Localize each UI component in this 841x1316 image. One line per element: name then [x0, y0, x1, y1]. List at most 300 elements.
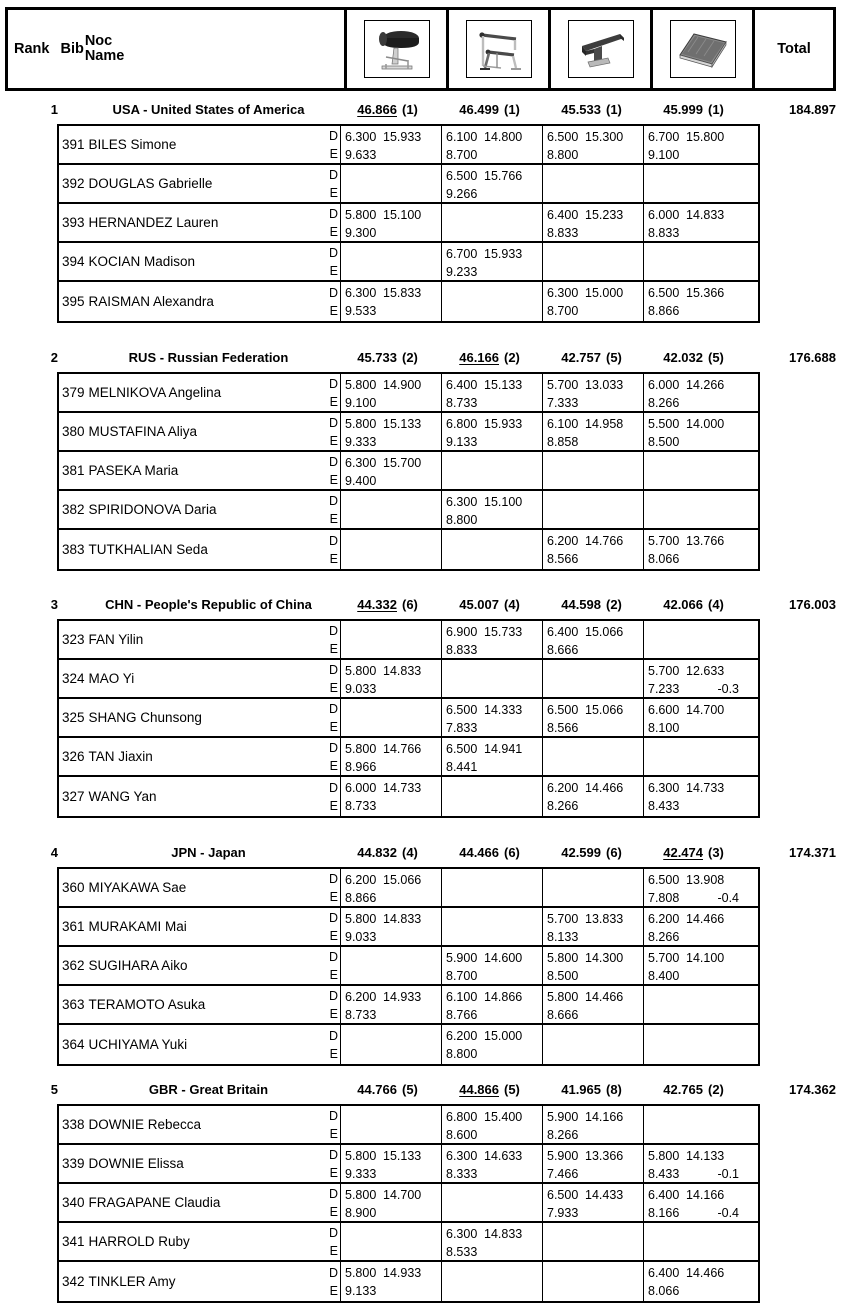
e-score-value: 8.166 — [648, 1206, 680, 1220]
d-score-label: D — [328, 780, 338, 795]
athlete-name-cell — [59, 530, 323, 569]
d-score-label: D — [328, 1147, 338, 1162]
routine-total-value: 14.766 — [383, 742, 422, 756]
d-score-value: 5.800 — [345, 1188, 377, 1202]
d-score-label: D — [328, 206, 338, 221]
d-score-value: 6.000 — [648, 378, 680, 392]
athlete-name-cell — [59, 1184, 323, 1221]
apparatus-score-cell — [341, 1223, 442, 1260]
apparatus-score-cell — [341, 699, 442, 736]
d-score-value: 5.700 — [648, 534, 680, 548]
de-label-column — [323, 204, 341, 241]
apparatus-score-cell — [543, 452, 644, 489]
d-score-value: 6.500 — [547, 130, 579, 144]
apparatus-score-cell — [644, 530, 745, 569]
athlete-name-cell — [59, 869, 323, 906]
apparatus-score-cell — [644, 491, 745, 528]
athlete-name-cell — [59, 908, 323, 945]
athlete-name: SPIRIDONOVA Daria — [88, 502, 217, 517]
athlete-bib: 383 — [62, 542, 85, 557]
team-apparatus-score — [349, 350, 451, 365]
penalty-value: -0.1 — [717, 1167, 739, 1181]
de-label-column — [323, 1106, 341, 1143]
athlete-name: KOCIAN Madison — [88, 254, 196, 269]
athlete-bib: 379 — [62, 385, 85, 400]
apparatus-score-rank: (2) — [606, 597, 622, 612]
team-summary-row — [0, 1080, 841, 1102]
d-score-value: 6.100 — [446, 130, 478, 144]
d-score-value: 6.700 — [648, 130, 680, 144]
apparatus-score-cell — [341, 204, 442, 241]
routine-total-value: 15.933 — [484, 247, 523, 261]
de-label-column — [323, 165, 341, 202]
e-score-value: 8.100 — [648, 721, 680, 735]
athlete-bib: 362 — [62, 958, 85, 973]
apparatus-score-value: 44.332 — [357, 597, 397, 612]
athlete-name-cell — [59, 126, 323, 163]
d-score-value: 5.500 — [648, 417, 680, 431]
apparatus-score-value: 46.499 — [459, 102, 499, 117]
athlete-name: HARROLD Ruby — [88, 1234, 190, 1249]
table-row — [59, 908, 758, 947]
de-label-column — [323, 1025, 341, 1064]
apparatus-score-rank: (1) — [402, 102, 418, 117]
d-score-value: 5.800 — [547, 951, 579, 965]
athlete-name: RAISMAN Alexandra — [88, 294, 214, 309]
athlete-table — [57, 1104, 760, 1303]
e-score-value: 8.266 — [547, 799, 579, 813]
e-score-value: 8.833 — [446, 643, 478, 657]
e-score-label: E — [329, 1126, 338, 1141]
athlete-name-cell — [59, 282, 323, 321]
athlete-name-cell — [59, 1025, 323, 1064]
apparatus-score-value: 41.965 — [561, 1082, 601, 1097]
e-score-label: E — [329, 1165, 338, 1180]
e-score-value: 8.566 — [547, 721, 579, 735]
apparatus-score-cell — [644, 699, 745, 736]
d-score-value: 5.800 — [648, 1149, 680, 1163]
d-score-label: D — [328, 454, 338, 469]
apparatus-score-rank: (6) — [504, 845, 520, 860]
d-score-value: 5.800 — [547, 990, 579, 1004]
d-score-value: 5.900 — [547, 1149, 579, 1163]
apparatus-score-value: 42.032 — [663, 350, 703, 365]
d-score-value: 6.500 — [648, 873, 680, 887]
apparatus-score-cell — [341, 374, 442, 411]
e-score-label: E — [329, 1204, 338, 1219]
team-apparatus-score — [655, 1082, 757, 1097]
team-summary-row — [0, 100, 841, 122]
apparatus-score-cell — [644, 660, 745, 697]
e-score-label: E — [329, 472, 338, 487]
d-score-value: 6.400 — [446, 378, 478, 392]
team-summary-row — [0, 348, 841, 370]
athlete-bib: 324 — [62, 671, 85, 686]
de-label-column — [323, 491, 341, 528]
d-score-value: 6.300 — [648, 781, 680, 795]
athlete-name: MURAKAMI Mai — [88, 919, 187, 934]
team-total-score: 174.371 — [789, 845, 836, 860]
d-score-label: D — [328, 623, 338, 638]
e-score-label: E — [329, 680, 338, 695]
team-noc-name: RUS - Russian Federation — [128, 350, 289, 365]
routine-total-value: 14.300 — [585, 951, 624, 965]
athlete-bib: 326 — [62, 749, 85, 764]
team-apparatus-score — [655, 350, 757, 365]
athlete-name-cell — [59, 699, 323, 736]
team-apparatus-score — [451, 845, 553, 860]
apparatus-score-cell — [341, 621, 442, 658]
table-row — [59, 947, 758, 986]
d-score-label: D — [328, 910, 338, 925]
athlete-name-cell — [59, 491, 323, 528]
e-score-value: 9.100 — [345, 396, 377, 410]
athlete-name: SHANG Chunsong — [88, 710, 202, 725]
team-rank: 4 — [50, 845, 58, 860]
team-apparatus-score — [451, 102, 553, 117]
routine-total-value: 14.766 — [585, 534, 624, 548]
routine-total-value: 14.166 — [686, 1188, 725, 1202]
d-score-label: D — [328, 1108, 338, 1123]
apparatus-score-cell — [341, 530, 442, 569]
team-block — [0, 348, 841, 566]
de-label-column — [323, 374, 341, 411]
de-label-column — [323, 530, 341, 569]
penalty-value: -0.3 — [717, 682, 739, 696]
e-score-value: 8.700 — [446, 148, 478, 162]
de-label-column — [323, 1184, 341, 1221]
apparatus-score-cell — [442, 1145, 543, 1182]
table-row — [59, 1025, 758, 1064]
apparatus-score-cell — [644, 1145, 745, 1182]
e-score-label: E — [329, 511, 338, 526]
athlete-bib: 341 — [62, 1234, 85, 1249]
apparatus-score-cell — [442, 699, 543, 736]
d-score-label: D — [328, 662, 338, 677]
apparatus-score-cell — [341, 243, 442, 280]
team-noc-name: CHN - People's Republic of China — [105, 597, 312, 612]
e-score-label: E — [329, 1006, 338, 1021]
d-score-value: 6.000 — [648, 208, 680, 222]
d-score-value: 5.700 — [547, 378, 579, 392]
e-score-value: 8.733 — [345, 1008, 377, 1022]
table-row — [59, 777, 758, 816]
e-score-value: 8.066 — [648, 1284, 680, 1298]
athlete-bib: 339 — [62, 1156, 85, 1171]
de-label-column — [323, 869, 341, 906]
apparatus-score-cell — [543, 204, 644, 241]
header-cell-rank-bib-name — [8, 10, 347, 88]
apparatus-score-value: 45.999 — [663, 102, 703, 117]
routine-total-value: 15.066 — [585, 625, 624, 639]
apparatus-score-cell — [644, 1184, 745, 1221]
apparatus-score-value: 45.733 — [357, 350, 397, 365]
team-apparatus-score — [553, 597, 655, 612]
e-score-value: 9.133 — [446, 435, 478, 449]
apparatus-score-value: 44.598 — [561, 597, 601, 612]
routine-total-value: 14.833 — [686, 208, 725, 222]
routine-total-value: 14.433 — [585, 1188, 624, 1202]
athlete-name-cell — [59, 452, 323, 489]
d-score-value: 6.500 — [446, 742, 478, 756]
athlete-name: FRAGAPANE Claudia — [88, 1195, 221, 1210]
d-score-value: 6.300 — [345, 456, 377, 470]
apparatus-score-rank: (8) — [606, 1082, 622, 1097]
e-score-value: 7.833 — [446, 721, 478, 735]
e-score-value: 8.266 — [547, 1128, 579, 1142]
routine-total-value: 14.266 — [686, 378, 725, 392]
de-label-column — [323, 660, 341, 697]
apparatus-score-rank: (2) — [402, 350, 418, 365]
apparatus-score-cell — [341, 869, 442, 906]
d-score-label: D — [328, 376, 338, 391]
d-score-value: 6.500 — [547, 1188, 579, 1202]
apparatus-score-cell — [442, 869, 543, 906]
routine-total-value: 15.933 — [484, 417, 523, 431]
apparatus-score-cell — [341, 986, 442, 1023]
de-label-column — [323, 1262, 341, 1301]
table-row — [59, 452, 758, 491]
e-score-value: 8.866 — [648, 304, 680, 318]
athlete-bib: 392 — [62, 176, 85, 191]
d-score-value: 6.300 — [446, 1227, 478, 1241]
e-score-value: 8.733 — [446, 396, 478, 410]
apparatus-score-cell — [341, 1262, 442, 1301]
routine-total-value: 14.133 — [686, 1149, 725, 1163]
table-row — [59, 204, 758, 243]
athlete-bib: 361 — [62, 919, 85, 934]
d-score-value: 6.200 — [345, 873, 377, 887]
routine-total-value: 14.933 — [383, 1266, 422, 1280]
d-score-value: 6.200 — [547, 534, 579, 548]
d-score-label: D — [328, 1028, 338, 1043]
apparatus-score-rank: (1) — [606, 102, 622, 117]
apparatus-score-cell — [644, 374, 745, 411]
athlete-name-cell — [59, 413, 323, 450]
header-cell-apparatus-vault — [347, 10, 449, 88]
header-cell-apparatus-balance-beam — [551, 10, 653, 88]
routine-total-value: 14.100 — [686, 951, 725, 965]
apparatus-score-cell — [644, 738, 745, 775]
de-label-column — [323, 947, 341, 984]
apparatus-score-cell — [644, 243, 745, 280]
apparatus-score-cell — [442, 452, 543, 489]
d-score-value: 6.200 — [547, 781, 579, 795]
team-total-score: 176.688 — [789, 350, 836, 365]
d-score-value: 6.100 — [547, 417, 579, 431]
routine-total-value: 15.833 — [383, 286, 422, 300]
d-score-value: 6.700 — [446, 247, 478, 261]
apparatus-score-value: 45.533 — [561, 102, 601, 117]
de-label-column — [323, 452, 341, 489]
apparatus-score-cell — [644, 452, 745, 489]
e-score-value: 8.133 — [547, 930, 579, 944]
e-score-value: 7.233 — [648, 682, 680, 696]
e-score-value: 7.466 — [547, 1167, 579, 1181]
routine-total-value: 15.133 — [383, 417, 422, 431]
apparatus-score-value: 42.757 — [561, 350, 601, 365]
apparatus-score-rank: (6) — [606, 845, 622, 860]
d-score-label: D — [328, 167, 338, 182]
routine-total-value: 12.633 — [686, 664, 725, 678]
d-score-label: D — [328, 701, 338, 716]
athlete-bib: 395 — [62, 294, 85, 309]
team-apparatus-score — [451, 597, 553, 612]
routine-total-value: 14.800 — [484, 130, 523, 144]
routine-total-value: 15.000 — [585, 286, 624, 300]
header-label-bib: Bib — [60, 41, 84, 57]
apparatus-score-cell — [644, 282, 745, 321]
d-score-label: D — [328, 533, 338, 548]
team-total-score: 184.897 — [789, 102, 836, 117]
routine-total-value: 14.600 — [484, 951, 523, 965]
athlete-name: MUSTAFINA Aliya — [88, 424, 198, 439]
apparatus-score-cell — [442, 1025, 543, 1064]
athlete-bib: 325 — [62, 710, 85, 725]
apparatus-score-cell — [543, 986, 644, 1023]
apparatus-score-cell — [644, 413, 745, 450]
team-block — [0, 100, 841, 318]
d-score-label: D — [328, 1225, 338, 1240]
routine-total-value: 15.366 — [686, 286, 725, 300]
apparatus-score-cell — [543, 947, 644, 984]
d-score-value: 6.200 — [446, 1029, 478, 1043]
apparatus-score-cell — [644, 126, 745, 163]
e-score-label: E — [329, 224, 338, 239]
de-label-column — [323, 908, 341, 945]
routine-total-value: 13.766 — [686, 534, 725, 548]
d-score-value: 6.200 — [648, 912, 680, 926]
routine-total-value: 14.466 — [585, 990, 624, 1004]
athlete-name-cell — [59, 165, 323, 202]
routine-total-value: 14.466 — [585, 781, 624, 795]
apparatus-score-cell — [442, 1106, 543, 1143]
routine-total-value: 14.466 — [686, 912, 725, 926]
team-total-score: 174.362 — [789, 1082, 836, 1097]
header-label-rank: Rank — [14, 41, 50, 57]
routine-total-value: 15.800 — [686, 130, 725, 144]
apparatus-score-cell — [543, 374, 644, 411]
athlete-name-cell — [59, 1145, 323, 1182]
de-label-column — [323, 986, 341, 1023]
team-apparatus-score — [349, 597, 451, 612]
table-row — [59, 530, 758, 569]
e-score-value: 8.833 — [547, 226, 579, 240]
uneven-bars-icon — [466, 20, 532, 78]
apparatus-score-cell — [442, 530, 543, 569]
de-label-column — [323, 621, 341, 658]
athlete-name: MAO Yi — [88, 671, 135, 686]
d-score-label: D — [328, 949, 338, 964]
table-row — [59, 1145, 758, 1184]
de-label-column — [323, 699, 341, 736]
apparatus-score-cell — [543, 413, 644, 450]
d-score-label: D — [328, 128, 338, 143]
athlete-bib: 394 — [62, 254, 85, 269]
e-score-value: 8.500 — [547, 969, 579, 983]
d-score-value: 5.800 — [345, 378, 377, 392]
e-score-label: E — [329, 146, 338, 161]
athlete-name-cell — [59, 986, 323, 1023]
athlete-bib: 381 — [62, 463, 85, 478]
athlete-table — [57, 867, 760, 1066]
d-score-value: 5.800 — [345, 417, 377, 431]
d-score-value: 6.500 — [446, 169, 478, 183]
table-row — [59, 374, 758, 413]
apparatus-score-cell — [543, 1106, 644, 1143]
e-score-value: 8.900 — [345, 1206, 377, 1220]
apparatus-score-cell — [543, 869, 644, 906]
e-score-value: 8.433 — [648, 799, 680, 813]
header-label-name: Name — [84, 47, 125, 64]
team-noc-name: GBR - Great Britain — [148, 1082, 269, 1097]
athlete-bib: 323 — [62, 632, 85, 647]
athlete-name-cell — [59, 777, 323, 816]
e-score-label: E — [329, 719, 338, 734]
d-score-value: 5.800 — [345, 208, 377, 222]
athlete-name: TUTKHALIAN Seda — [88, 542, 208, 557]
table-row — [59, 413, 758, 452]
table-row — [59, 1184, 758, 1223]
d-score-value: 6.400 — [547, 208, 579, 222]
apparatus-score-cell — [442, 660, 543, 697]
apparatus-score-cell — [644, 204, 745, 241]
apparatus-score-cell — [543, 1184, 644, 1221]
de-label-column — [323, 282, 341, 321]
athlete-table — [57, 372, 760, 571]
apparatus-score-cell — [341, 1025, 442, 1064]
team-rank: 1 — [50, 102, 58, 117]
e-score-value: 8.400 — [648, 969, 680, 983]
athlete-name: PASEKA Maria — [88, 463, 179, 478]
athlete-name: TERAMOTO Asuka — [88, 997, 206, 1012]
apparatus-score-cell — [543, 1145, 644, 1182]
routine-total-value: 15.066 — [383, 873, 422, 887]
d-score-value: 6.500 — [648, 286, 680, 300]
d-score-value: 6.400 — [648, 1266, 680, 1280]
apparatus-score-rank: (4) — [504, 597, 520, 612]
athlete-name: WANG Yan — [88, 789, 157, 804]
e-score-label: E — [329, 928, 338, 943]
routine-total-value: 14.733 — [686, 781, 725, 795]
apparatus-score-cell — [442, 204, 543, 241]
team-block — [0, 1080, 841, 1298]
e-score-value: 8.833 — [648, 226, 680, 240]
e-score-value: 8.266 — [648, 930, 680, 944]
d-score-label: D — [328, 740, 338, 755]
d-score-value: 6.100 — [446, 990, 478, 1004]
apparatus-score-cell — [543, 660, 644, 697]
d-score-value: 5.800 — [345, 1149, 377, 1163]
e-score-label: E — [329, 303, 338, 318]
athlete-table — [57, 124, 760, 323]
routine-total-value: 14.833 — [484, 1227, 523, 1241]
d-score-label: D — [328, 493, 338, 508]
team-block — [0, 843, 841, 1061]
routine-total-value: 15.066 — [585, 703, 624, 717]
apparatus-score-cell — [543, 530, 644, 569]
routine-total-value: 15.766 — [484, 169, 523, 183]
d-score-value: 6.300 — [345, 130, 377, 144]
apparatus-score-rank: (2) — [708, 1082, 724, 1097]
athlete-bib: 393 — [62, 215, 85, 230]
apparatus-score-cell — [543, 621, 644, 658]
apparatus-score-cell — [543, 282, 644, 321]
athlete-name: DOUGLAS Gabrielle — [88, 176, 213, 191]
team-apparatus-score — [553, 1082, 655, 1097]
apparatus-score-rank: (5) — [504, 1082, 520, 1097]
routine-total-value: 14.866 — [484, 990, 523, 1004]
